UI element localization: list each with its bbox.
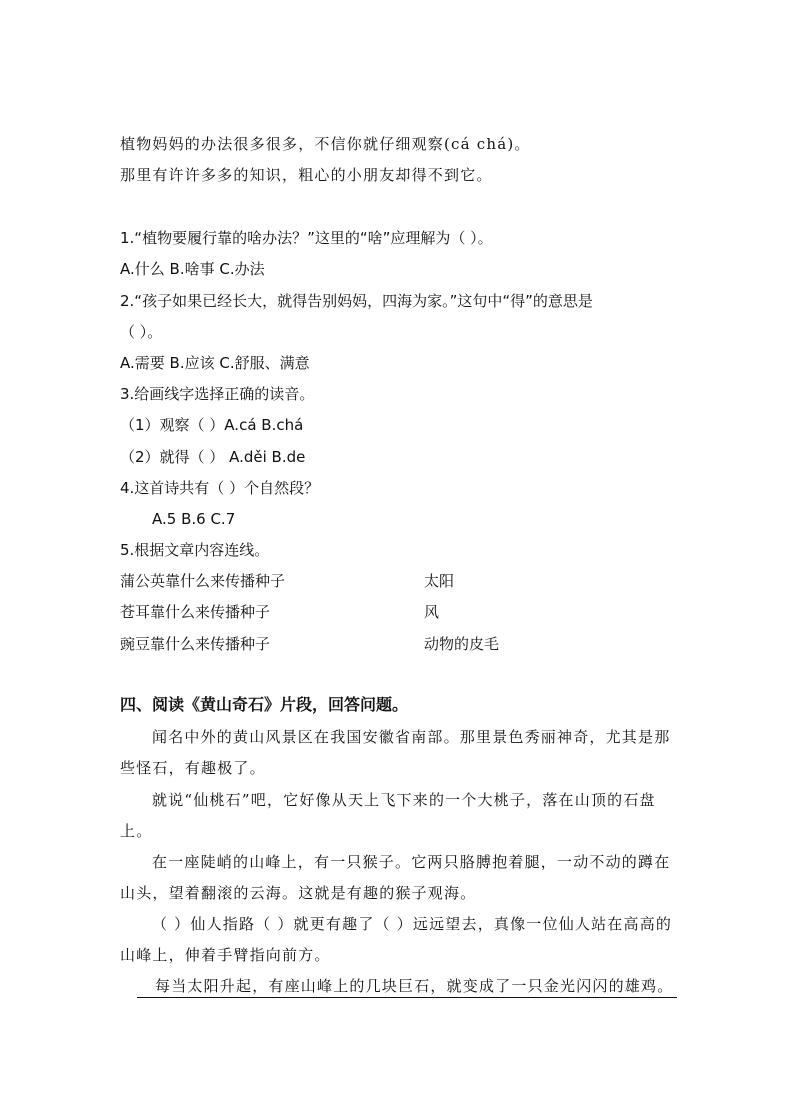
question-3-item-1: （1）观察（ ）A.cá B.chá: [120, 416, 304, 434]
question-4: 4.这首诗共有（ ）个自然段？: [120, 479, 320, 497]
underlined-sentence: 每当太阳升起，有座山峰上的几块巨石，就变成了一只金光闪闪的雄鸡。: [137, 975, 677, 998]
question-2: 2.“孩子如果已经长大，就得告别妈妈，四海为家。”这句中“得”的意思是: [120, 292, 593, 310]
match-left-item: 苍耳靠什么来传播种子: [120, 603, 271, 621]
passage-line: 些怪石，有趣极了。: [120, 759, 266, 777]
poem-line: 植物妈妈的办法很多很多，不信你就仔细观察(cá chá)。: [120, 135, 531, 153]
match-right-item: 风: [424, 603, 440, 621]
question-1: 1.“植物要履行靠的啥办法？”这里的“啥”应理解为（ ）。: [120, 229, 493, 247]
match-left-item: 蒲公英靠什么来传播种子: [120, 572, 286, 590]
poem-line: 那里有许许多多的知识，粗心的小朋友却得不到它。: [120, 166, 493, 184]
passage-line: （ ）仙人指路（ ）就更有趣了（ ）远远望去，真像一位仙人站在高高的: [152, 915, 673, 933]
question-3: 3.给画线字选择正确的读音。: [120, 385, 315, 403]
question-2-options: A.需要 B.应该 C.舒服、满意: [120, 354, 310, 372]
question-5: 5.根据文章内容连线。: [120, 541, 270, 559]
section-title: 四、阅读《黄山奇石》片段，回答问题。: [120, 695, 409, 714]
match-right-item: 动物的皮毛: [424, 635, 500, 653]
question-4-options: A.5 B.6 C.7: [152, 510, 236, 528]
passage-line: 山峰上，伸着手臂指向前方。: [120, 946, 331, 964]
question-3-item-2: （2）就得（ ） A.děi B.de: [120, 448, 306, 466]
passage-line: 就说“仙桃石”吧，它好像从天上飞下来的一个大桃子，落在山顶的石盘: [152, 791, 656, 809]
passage-line: 上。: [120, 822, 153, 840]
passage-line: 山头，望着翻滚的云海。这就是有趣的猴子观海。: [120, 884, 477, 902]
match-right-item: 太阳: [424, 572, 455, 590]
passage-line: 闻名中外的黄山风景区在我国安徽省南部。那里景色秀丽神奇，尤其是那: [152, 728, 671, 746]
passage-line: 在一座陡峭的山峰上，有一只猴子。它两只胳膊抱着腿，一动不动的蹲在: [152, 853, 671, 871]
question-1-options: A.什么 B.啥事 C.办法: [120, 260, 265, 278]
question-2-blank: （ ）。: [120, 323, 163, 341]
match-left-item: 豌豆靠什么来传播种子: [120, 635, 271, 653]
